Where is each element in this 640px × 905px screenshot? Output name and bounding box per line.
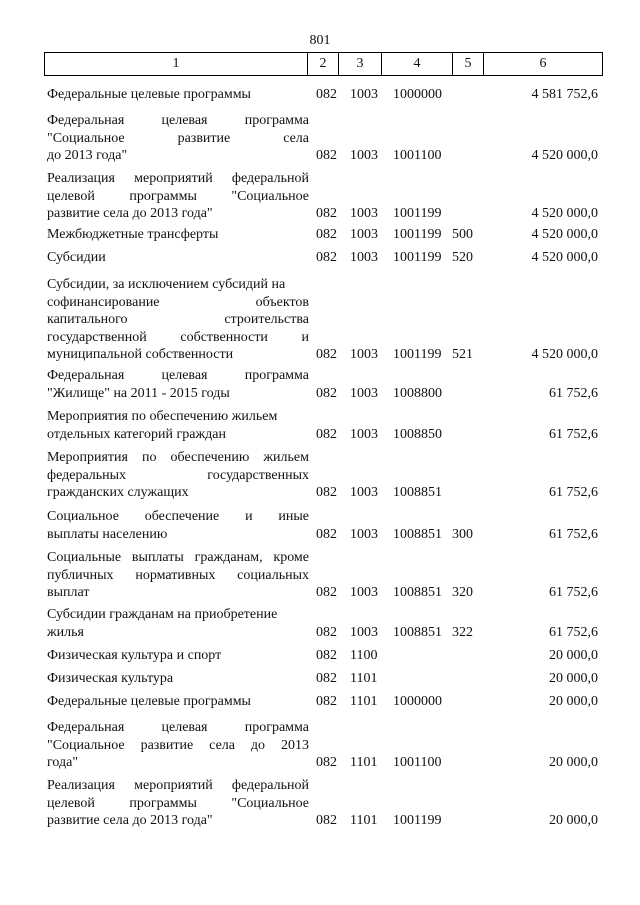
description-line: целевой программы "Социальное <box>47 795 309 811</box>
description-line: года" <box>47 755 79 770</box>
description-line: "Жилище" на 2011 - 2015 годы <box>47 385 230 401</box>
amount: 4 520 000,0 <box>531 206 598 221</box>
description-line: до 2013 года" <box>47 148 128 163</box>
target-article-code: 1000000 <box>393 694 442 709</box>
ministry-code: 082 <box>316 624 337 640</box>
description-line: Федеральная целевая программа <box>47 368 309 383</box>
description-line: Физическая культура <box>47 671 174 686</box>
section-code: 1003 <box>350 227 378 242</box>
expense-type-code: 320 <box>452 585 473 600</box>
ministry-code: 082 <box>316 694 337 709</box>
section-code: 1003 <box>350 385 378 401</box>
description-line: публичных нормативных социальных <box>47 567 309 583</box>
description-line: выплат <box>47 585 90 600</box>
row-description <box>47 670 309 688</box>
description-line: Социальные выплаты гражданам, кроме <box>47 550 309 565</box>
target-article-code: 1001100 <box>393 755 442 770</box>
description-line: капитального строительства <box>47 312 309 327</box>
target-article-code: 1001199 <box>393 347 442 362</box>
row-description <box>47 606 309 641</box>
description-line: выплаты населению <box>47 526 168 542</box>
amount: 20 000,0 <box>549 648 598 663</box>
section-code: 1003 <box>350 87 378 102</box>
description-line: Мероприятия по обеспечению жильем <box>47 450 309 465</box>
amount: 20 000,0 <box>549 694 598 709</box>
row-description <box>47 719 309 772</box>
amount: 4 520 000,0 <box>531 347 598 362</box>
expense-type-code: 521 <box>452 347 473 362</box>
row-description <box>47 367 309 402</box>
row-description <box>47 549 309 602</box>
description-line: Реализация мероприятий федеральной <box>47 778 309 793</box>
section-code: 1100 <box>350 648 378 663</box>
ministry-code: 082 <box>316 813 337 828</box>
description-line: развитие села до 2013 года" <box>47 813 213 828</box>
ministry-code: 082 <box>316 385 337 401</box>
description-line: целевой программы "Социальное <box>47 188 309 204</box>
ministry-code: 082 <box>316 485 337 500</box>
section-code: 1003 <box>350 206 378 221</box>
section-code: 1003 <box>350 485 378 500</box>
section-code: 1003 <box>350 250 378 265</box>
section-code: 1101 <box>350 671 378 686</box>
target-article-code: 1008851 <box>393 526 442 542</box>
column-header-6: 6 <box>484 53 603 76</box>
amount: 61 752,6 <box>549 385 598 401</box>
target-article-code: 1008850 <box>393 426 442 442</box>
expense-type-code: 300 <box>452 526 473 542</box>
description-line: Межбюджетные трансферты <box>47 227 219 242</box>
description-line: Федеральная целевая программа <box>47 720 309 735</box>
column-header-5: 5 <box>453 53 484 76</box>
ministry-code: 082 <box>316 227 337 242</box>
amount: 61 752,6 <box>549 624 598 640</box>
section-code: 1003 <box>350 148 378 163</box>
description-line: Физическая культура и спорт <box>47 648 222 663</box>
page-number: 801 <box>309 33 331 48</box>
description-line: Субсидии гражданам на приобретение <box>47 607 278 622</box>
description-line: развитие села до 2013 года" <box>47 206 213 221</box>
ministry-code: 082 <box>316 648 337 663</box>
expense-type-code: 500 <box>452 227 473 242</box>
column-header-1: 1 <box>45 53 308 76</box>
row-description <box>47 508 309 543</box>
target-article-code: 1000000 <box>393 87 442 102</box>
target-article-code: 1001100 <box>393 148 442 163</box>
row-description <box>47 693 309 711</box>
row-description <box>47 170 309 223</box>
description-line: отдельных категорий граждан <box>47 426 226 442</box>
ministry-code: 082 <box>316 755 337 770</box>
description-line: Реализация мероприятий федеральной <box>47 171 309 186</box>
row-description <box>47 449 309 502</box>
section-code: 1003 <box>350 426 378 442</box>
target-article-code: 1001199 <box>393 206 442 221</box>
amount: 61 752,6 <box>549 585 598 600</box>
amount: 4 520 000,0 <box>531 227 598 242</box>
ministry-code: 082 <box>316 87 337 102</box>
description-line: федеральных государственных <box>47 467 309 483</box>
description-line: Федеральные целевые программы <box>47 87 251 102</box>
section-code: 1101 <box>350 755 378 770</box>
row-description <box>47 249 309 267</box>
ministry-code: 082 <box>316 585 337 600</box>
amount: 61 752,6 <box>549 526 598 542</box>
description-line: Субсидии <box>47 250 106 265</box>
description-line: Социальное обеспечение и иные <box>47 509 309 524</box>
description-line: муниципальной собственности <box>47 347 234 362</box>
description-line: Мероприятия по обеспечению жильем <box>47 409 278 424</box>
ministry-code: 082 <box>316 671 337 686</box>
column-header-4: 4 <box>382 53 453 76</box>
amount: 4 520 000,0 <box>531 148 598 163</box>
amount: 20 000,0 <box>549 671 598 686</box>
ministry-code: 082 <box>316 426 337 442</box>
target-article-code: 1008851 <box>393 585 442 600</box>
row-description <box>47 226 309 244</box>
description-line: Субсидии, за исключением субсидий на <box>47 277 286 292</box>
section-code: 1003 <box>350 585 378 600</box>
description-line: "Социальное развитие села <box>47 130 309 146</box>
target-article-code: 1001199 <box>393 250 442 265</box>
description-line: гражданских служащих <box>47 485 189 500</box>
row-description <box>47 408 309 443</box>
description-line: Федеральная целевая программа <box>47 113 309 128</box>
target-article-code: 1001199 <box>393 227 442 242</box>
amount: 61 752,6 <box>549 485 598 500</box>
ministry-code: 082 <box>316 526 337 542</box>
section-code: 1101 <box>350 813 378 828</box>
amount: 20 000,0 <box>549 755 598 770</box>
description-line: жилья <box>47 624 84 640</box>
ministry-code: 082 <box>316 347 337 362</box>
expense-type-code: 520 <box>452 250 473 265</box>
row-description <box>47 777 309 830</box>
amount: 20 000,0 <box>549 813 598 828</box>
column-header-2: 2 <box>308 53 339 76</box>
amount: 4 581 752,6 <box>531 87 598 102</box>
row-description <box>47 647 309 665</box>
row-description <box>47 86 309 104</box>
row-description <box>47 276 309 364</box>
section-code: 1003 <box>350 624 378 640</box>
section-code: 1003 <box>350 347 378 362</box>
description-line: софинансирование объектов <box>47 294 309 310</box>
expense-type-code: 322 <box>452 624 473 640</box>
description-line: Федеральные целевые программы <box>47 694 251 709</box>
column-header-3: 3 <box>339 53 382 76</box>
description-line: государственной собственности и <box>47 329 309 345</box>
ministry-code: 082 <box>316 206 337 221</box>
column-header-table <box>44 52 603 76</box>
row-description <box>47 112 309 165</box>
amount: 61 752,6 <box>549 426 598 442</box>
target-article-code: 1001199 <box>393 813 442 828</box>
section-code: 1101 <box>350 694 378 709</box>
ministry-code: 082 <box>316 148 337 163</box>
amount: 4 520 000,0 <box>531 250 598 265</box>
ministry-code: 082 <box>316 250 337 265</box>
description-line: "Социальное развитие села до 2013 <box>47 737 309 753</box>
target-article-code: 1008851 <box>393 485 442 500</box>
target-article-code: 1008851 <box>393 624 442 640</box>
section-code: 1003 <box>350 526 378 542</box>
target-article-code: 1008800 <box>393 385 442 401</box>
